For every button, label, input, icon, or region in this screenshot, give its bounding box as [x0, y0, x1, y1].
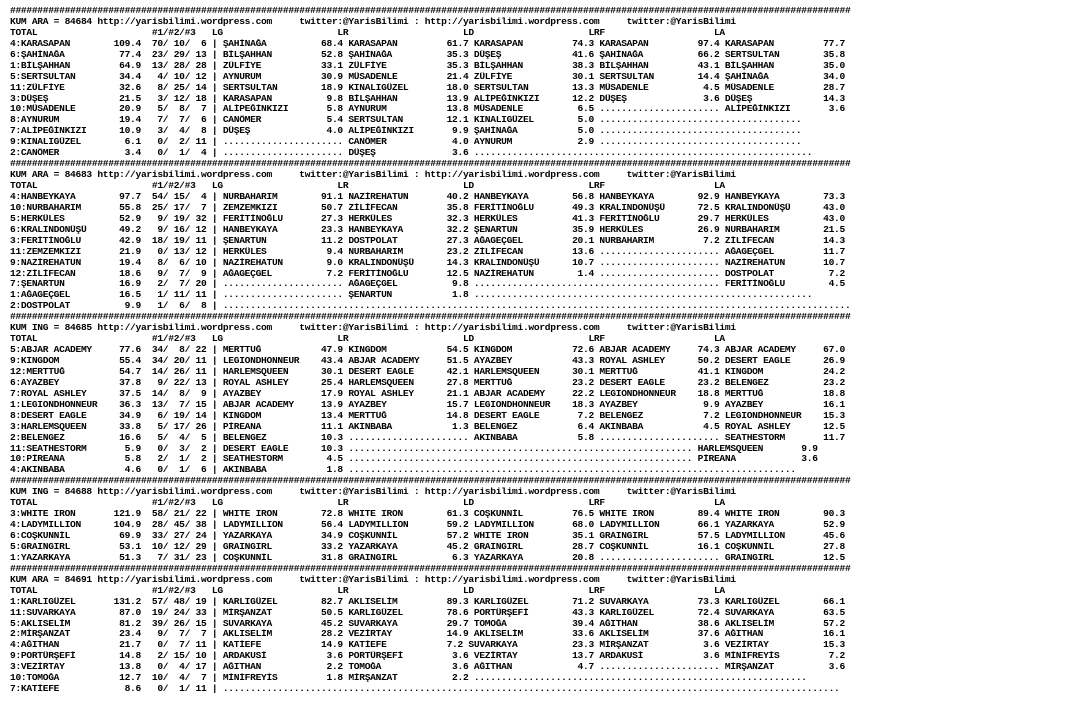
- result-row: 5:ABJAR ACADEMY 77.6 34/ 8/ 22 | MERTTUĞ 47.9 KINGDOM 54.5 KINGDOM 72.6 ABJAR ACADEMY 74.3 ABJAR ACADEMY 67.0: [10, 345, 845, 356]
- column-headers: TOTAL #1/#2/#3 LG LR LD LRF LA: [10, 27, 725, 38]
- result-row: 7:ROYAL ASHLEY 37.5 14/ 8/ 9 | AYAZBEY 17.9 ROYAL ASHLEY 21.1 ABJAR ACADEMY 22.2 LEGIONDHONNEUR 18.8 MERTTUĞ 18.8: [10, 388, 845, 399]
- column-headers: TOTAL #1/#2/#3 LG LR LD LRF LA: [10, 585, 725, 596]
- result-row: 5:HERKÜLES 52.9 9/ 19/ 32 | FERİTİNOĞLU 27.3 HERKÜLES 32.3 HERKÜLES 41.3 FERİTİNOĞLU 29.7 HERKÜLES 43.0: [10, 213, 845, 224]
- column-headers: TOTAL #1/#2/#3 LG LR LD LRF LA: [10, 181, 725, 191]
- race-header: KUM ING = 84685 http://yarisbilimi.wordpress.com twitter:@YarisBilimi : http://yarisbilimi.wordpress.com twitter:@YarisBilimi: [10, 323, 736, 334]
- result-row: 3:WHITE IRON 121.9 58/ 21/ 22 | WHITE IRON 72.8 WHITE IRON 61.3 COŞKUNNİL 76.5 WHITE IRON 89.4 WHITE IRON 90.3: [10, 509, 845, 520]
- race-header: KUM ARA = 84684 http://yarisbilimi.wordpress.com twitter:@YarisBilimi : http://yarisbilimi.wordpress.com twitter:@YarisBilimi: [10, 16, 736, 27]
- result-row: 5:GRAINGIRL 53.1 10/ 12/ 29 | GRAINGIRL 33.2 YAZARKAYA 45.2 GRAINGIRL 28.7 COŞKUNNİL 16.1 COŞKUNNİL 27.8: [10, 541, 845, 552]
- column-headers: TOTAL #1/#2/#3 LG LR LD LRF LA: [10, 334, 725, 345]
- race-section: [10, 476, 1077, 564]
- result-row: 3:DÜŞEŞ 21.5 3/ 12/ 18 | KARASAPAN 9.8 BİLŞAHHAN 13.9 ALİPEĞİNKIZI 12.2 DÜŞEŞ 3.6 DÜŞEŞ 14.3: [10, 93, 845, 104]
- result-row: 3:HARLEMSQUEEN 33.8 5/ 17/ 26 | PİREANA 11.1 AKINBABA 1.3 BELENGEZ 6.4 AKINBABA 4.5 ROYAL ASHLEY 12.5: [10, 421, 845, 432]
- result-row: 9:KINALIGÜZEL 6.1 0/ 2/ 11 | ...................... CANÖMER 4.0 AYNURUM 2.9 .....................................: [10, 137, 802, 148]
- result-row: 11:ZÜLFİYE 32.6 8/ 25/ 14 | SERTSULTAN 18.9 KINALIGÜZEL 18.0 SERTSULTAN 13.3 MÜSADENLE 4.5 MÜSADENLE 28.7: [10, 82, 845, 93]
- result-row: 8:AYNURUM 19.4 7/ 7/ 6 | CANÖMER 5.4 SERTSULTAN 12.1 KINALIGÜZEL 5.0 .....................................: [10, 115, 802, 126]
- separator-line: ##########################################################################################################################################################: [10, 563, 851, 574]
- result-row: 4:KARASAPAN 109.4 70/ 10/ 6 | ŞAHİNAĞA 68.4 KARASAPAN 61.7 KARASAPAN 74.3 KARASAPAN 97.4 KARASAPAN 77.7: [10, 38, 845, 49]
- result-row: 1:KARLIGÜZEL 131.2 57/ 48/ 19 | KARLIGÜZEL 82.7 AKLISELİM 89.3 KARLIGÜZEL 71.2 SUVARKAYA 73.3 KARLIGÜZEL 66.1: [10, 596, 845, 607]
- result-row: 6:COŞKUNNİL 69.9 33/ 27/ 24 | YAZARKAYA 34.9 COŞKUNNİL 57.2 WHITE IRON 35.1 GRAINGIRL 57.5 LADYMILLION 45.6: [10, 531, 845, 541]
- race-section: [10, 312, 1077, 476]
- separator-line: ##########################################################################################################################################################: [10, 6, 851, 16]
- result-row: 3:VEZİRTAY 13.8 0/ 4/ 17 | AĞITHAN 2.2 TOMOĞA 3.6 AĞITHAN 4.7 ...................... MİRŞANZAT 3.6: [10, 662, 845, 673]
- result-row: 5:SERTSULTAN 34.4 4/ 10/ 12 | AYNURUM 30.9 MÜSADENLE 21.4 ZÜLFİYE 30.1 SERTSULTAN 14.4 ŞAHİNAĞA 34.0: [10, 71, 845, 82]
- race-header: KUM ARA = 84691 http://yarisbilimi.wordpress.com twitter:@YarisBilimi : http://yarisbilimi.wordpress.com twitter:@YarisBilimi: [10, 574, 736, 585]
- result-row: 7:KATİEFE 8.6 0/ 1/ 11 | .................................................................................................................: [10, 684, 840, 695]
- race-header: KUM ARA = 84683 http://yarisbilimi.wordpress.com twitter:@YarisBilimi : http://yarisbilimi.wordpress.com twitter:@YarisBilimi: [10, 170, 736, 181]
- result-row: 10:PİREANA 5.8 2/ 1/ 2 | SEATHESTORM 4.5 ............................................................... PİREANA 3.6: [10, 454, 818, 465]
- race-header: KUM ING = 84688 http://yarisbilimi.wordpress.com twitter:@YarisBilimi : http://yarisbilimi.wordpress.com twitter:@YarisBilimi: [10, 487, 736, 498]
- race-section: [10, 564, 1077, 695]
- result-row: 9:PORTÜRŞEFİ 14.8 2/ 15/ 10 | ARDAKUSİ 3.6 PORTÜRŞEFİ 3.6 VEZİRTAY 13.7 ARDAKUSİ 3.6 MİNİFREYİS 7.2: [10, 651, 845, 662]
- result-row: 6:ŞAHİNAĞA 77.4 23/ 29/ 13 | BİLŞAHHAN 52.8 ŞAHİNAĞA 35.3 DÜŞEŞ 41.6 ŞAHİNAĞA 66.2 SERTSULTAN 35.8: [10, 49, 845, 60]
- result-row: 6:AYAZBEY 37.8 9/ 22/ 13 | ROYAL ASHLEY 25.4 HARLEMSQUEEN 27.8 MERTTUĞ 23.2 DESERT EAGLE 23.2 BELENGEZ 23.2: [10, 377, 845, 388]
- result-row: 12:ZİLİFECAN 18.6 9/ 7/ 9 | AĞAGEÇGEL 7.2 FERİTİNOĞLU 12.5 NAZİREHATUN 1.4 ...................... DOSTPOLAT 7.2: [10, 268, 845, 279]
- result-row: 11:SEATHESTORM 5.9 0/ 3/ 2 | DESERT EAGLE 10.3 ............................................................... HARLEMSQUEEN 9.9: [10, 443, 818, 454]
- result-row: 9:NAZİREHATUN 19.4 8/ 6/ 10 | NAZİREHATUN 9.0 KRALINDONÜŞÜ 14.3 KRALINDONÜŞÜ 10.7 ...................... NAZİREHATUN 10.7: [10, 257, 845, 268]
- result-row: 1:YAZARKAYA 51.3 7/ 31/ 23 | COŞKUNNİL 31.8 GRAINGIRL 6.3 YAZARKAYA 20.8 ...................... GRAINGIRL 12.5: [10, 552, 845, 563]
- column-headers: TOTAL #1/#2/#3 LG LR LD LRF LA: [10, 498, 725, 509]
- result-row: 2:DOSTPOLAT 9.9 1/ 6/ 8 | ...................................................................................................................: [10, 301, 851, 312]
- result-row: 8:DESERT EAGLE 34.9 6/ 19/ 14 | KINGDOM 13.4 MERTTUĞ 14.8 DESERT EAGLE 7.2 BELENGEZ 7.2 LEGIONDHONNEUR 15.3: [10, 410, 845, 421]
- result-row: 2:MİRŞANZAT 23.4 9/ 7/ 7 | AKLISELİM 28.2 VEZİRTAY 14.9 AKLISELİM 33.6 AKLISELİM 37.6 AĞITHAN 16.1: [10, 629, 845, 640]
- result-row: 1:LEGIONDHONNEUR 36.3 13/ 7/ 15 | ABJAR ACADEMY 13.9 AYAZBEY 15.7 LEGIONDHONNEUR 18.3 AYAZBEY 9.9 AYAZBEY 16.1: [10, 399, 845, 410]
- result-row: 4:LADYMILLION 104.9 28/ 45/ 38 | LADYMILLION 56.4 LADYMILLION 59.2 LADYMILLION 68.0 LADYMILLION 66.1 YAZARKAYA 52.9: [10, 520, 845, 531]
- result-row: 7:ŞENARTUN 16.9 2/ 7/ 20 | ...................... AĞAGEÇGEL 9.8 ............................................. FERİTİNOĞLU 4.5: [10, 279, 845, 290]
- result-row: 2:BELENGEZ 16.6 5/ 4/ 5 | BELENGEZ 10.3 ...................... AKINBABA 5.8 ...................... SEATHESTORM 11.7: [10, 432, 845, 443]
- result-row: 9:KINGDOM 55.4 34/ 20/ 11 | LEGIONDHONNEUR 43.4 ABJAR ACADEMY 51.5 AYAZBEY 43.3 ROYAL ASHLEY 50.2 DESERT EAGLE 26.9: [10, 356, 845, 366]
- result-row: 4:AĞITHAN 21.7 0/ 7/ 11 | KATİEFE 14.9 KATİEFE 7.2 SUVARKAYA 23.3 MİRŞANZAT 3.6 VEZİRTAY 15.3: [10, 640, 845, 651]
- separator-line: ##########################################################################################################################################################: [10, 159, 851, 170]
- result-row: 7:ALİPEĞİNKIZI 10.9 3/ 4/ 8 | DÜŞEŞ 4.0 ALİPEĞİNKIZI 9.9 ŞAHİNAĞA 5.0 .....................................: [10, 126, 802, 137]
- separator-line: ##########################################################################################################################################################: [10, 476, 851, 487]
- result-row: 4:HANBEYKAYA 97.7 54/ 15/ 4 | NURBAHARIM 91.1 NAZİREHATUN 40.2 HANBEYKAYA 56.8 HANBEYKAYA 92.9 HANBEYKAYA 73.3: [10, 191, 845, 202]
- result-row: 6:KRALINDONÜŞÜ 49.2 9/ 16/ 12 | HANBEYKAYA 23.3 HANBEYKAYA 32.2 ŞENARTUN 35.9 HERKÜLES 26.9 NURBAHARIM 21.5: [10, 224, 845, 235]
- result-row: 11:ZEMZEMKIZI 21.9 0/ 13/ 12 | HERKÜLES 9.4 NURBAHARIM 23.2 ZİLİFECAN 13.6 ...................... AĞAGEÇGEL 11.7: [10, 246, 845, 257]
- result-row: 12:MERTTUĞ 54.7 14/ 26/ 11 | HARLEMSQUEEN 30.1 DESERT EAGLE 42.1 HARLEMSQUEEN 30.1 MERTTUĞ 41.1 KINGDOM 24.2: [10, 366, 845, 377]
- result-row: 1:BİLŞAHHAN 64.9 13/ 28/ 28 | ZÜLFİYE 33.1 ZÜLFİYE 35.3 BİLŞAHHAN 38.3 BİLŞAHHAN 43.1 BİLŞAHHAN 35.0: [10, 60, 845, 71]
- result-row: 3:FERİTİNOĞLU 42.9 18/ 19/ 11 | ŞENARTUN 11.2 DOSTPOLAT 27.3 AĞAGEÇGEL 20.1 NURBAHARIM 7.2 ZİLİFECAN 14.3: [10, 235, 845, 246]
- result-row: 5:AKLISELİM 81.2 39/ 26/ 15 | SUVARKAYA 45.2 SUVARKAYA 29.7 TOMOĞA 39.4 AĞITHAN 38.6 AKLISELİM 57.2: [10, 618, 845, 629]
- result-row: 2:CANÖMER 3.4 0/ 1/ 4 | ...................... DÜŞEŞ 3.6 ..............................................................: [10, 148, 813, 159]
- race-section: [10, 159, 1077, 312]
- result-row: 1:AĞAGEÇGEL 16.5 1/ 11/ 11 | ...................... ŞENARTUN 1.8 ..............................................................: [10, 290, 813, 301]
- result-row: 4:AKINBABA 4.6 0/ 1/ 6 | AKINBABA 1.8 ..................................................................................: [10, 465, 796, 476]
- result-row: 10:NURBAHARIM 55.8 25/ 17/ 7 | ZEMZEMKIZI 50.7 ZİLİFECAN 35.8 FERİTİNOĞLU 49.3 KRALINDONÜŞÜ 72.5 KRALINDONÜŞÜ 43.0: [10, 202, 845, 213]
- race-section: [10, 6, 1077, 159]
- separator-line: ##########################################################################################################################################################: [10, 312, 851, 323]
- result-row: 10:TOMOĞA 12.7 10/ 4/ 7 | MİNİFREYİS 1.8 MİRŞANZAT 2.2 .............................................................: [10, 673, 807, 684]
- result-row: 11:SUVARKAYA 87.0 19/ 24/ 33 | MİRŞANZAT 50.5 KARLIGÜZEL 78.6 PORTÜRŞEFİ 43.3 KARLIGÜZEL 72.4 SUVARKAYA 63.5: [10, 607, 845, 618]
- result-row: 10:MÜSADENLE 20.9 5/ 8/ 7 | ALİPEĞİNKIZI 5.8 AYNURUM 13.8 MÜSADENLE 6.5 ...................... ALİPEĞİNKIZI 3.6: [10, 104, 845, 115]
